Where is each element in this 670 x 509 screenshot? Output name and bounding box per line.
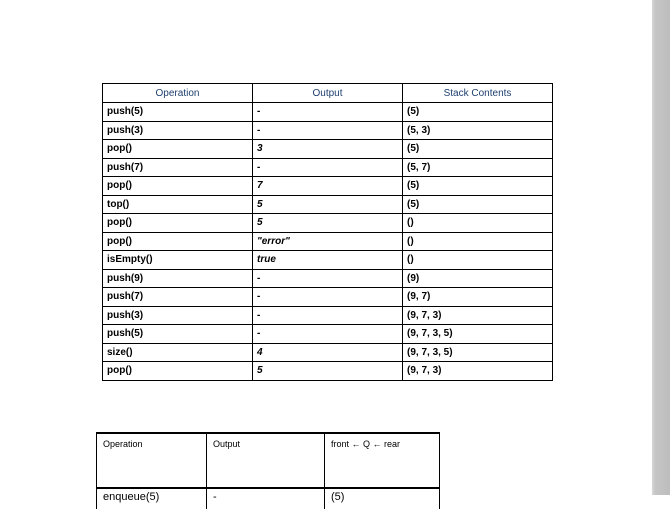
queue-header-operation: Operation bbox=[97, 433, 207, 488]
stack-contents-cell: () bbox=[403, 232, 553, 251]
table-row bbox=[103, 158, 553, 177]
queue-header-output: Output bbox=[207, 433, 325, 488]
stack-contents-cell: (9, 7, 3, 5) bbox=[403, 343, 553, 362]
stack-contents-cell: (5) bbox=[403, 140, 553, 159]
stack-table-body bbox=[103, 103, 553, 381]
operation-cell: pop() bbox=[103, 177, 253, 196]
table-row bbox=[103, 140, 553, 159]
stack-contents-cell: (9, 7, 3) bbox=[403, 362, 553, 381]
table-row bbox=[103, 362, 553, 381]
output-cell: 5 bbox=[253, 214, 403, 233]
stack-contents-cell: () bbox=[403, 214, 553, 233]
table-row bbox=[97, 488, 440, 509]
output-cell: "error" bbox=[253, 232, 403, 251]
operation-cell: push(3) bbox=[103, 121, 253, 140]
table-row bbox=[103, 177, 553, 196]
table-row bbox=[103, 121, 553, 140]
stack-table-header-row bbox=[103, 84, 553, 103]
output-cell: 5 bbox=[253, 362, 403, 381]
output-cell: 7 bbox=[253, 177, 403, 196]
output-cell: true bbox=[253, 251, 403, 270]
operation-cell: push(5) bbox=[103, 103, 253, 122]
output-cell: - bbox=[253, 121, 403, 140]
stack-contents-cell: (5, 3) bbox=[403, 121, 553, 140]
stack-contents-cell: (5) bbox=[403, 195, 553, 214]
viewer-scroll-gutter[interactable] bbox=[652, 0, 670, 495]
column-header-stack-contents: Stack Contents bbox=[403, 84, 553, 103]
operation-cell: push(7) bbox=[103, 288, 253, 307]
stack-contents-cell: (9) bbox=[403, 269, 553, 288]
operation-cell: pop() bbox=[103, 232, 253, 251]
queue-contents-cell: (5) bbox=[325, 488, 440, 509]
operation-cell: push(7) bbox=[103, 158, 253, 177]
output-cell: - bbox=[253, 306, 403, 325]
queue-table-body bbox=[97, 488, 440, 509]
operation-cell: push(9) bbox=[103, 269, 253, 288]
table-row bbox=[103, 306, 553, 325]
table-row bbox=[103, 214, 553, 233]
table-row bbox=[103, 251, 553, 270]
stack-contents-cell: () bbox=[403, 251, 553, 270]
output-cell: - bbox=[253, 103, 403, 122]
table-row bbox=[103, 325, 553, 344]
table-row bbox=[103, 343, 553, 362]
queue-operation-cell: enqueue(5) bbox=[97, 488, 207, 509]
output-cell: - bbox=[253, 269, 403, 288]
column-header-output: Output bbox=[253, 84, 403, 103]
queue-table-header-row bbox=[97, 433, 440, 488]
table-row bbox=[103, 103, 553, 122]
operation-cell: push(3) bbox=[103, 306, 253, 325]
operation-cell: pop() bbox=[103, 140, 253, 159]
operation-cell: push(5) bbox=[103, 325, 253, 344]
queue-header-contents: front ← Q ← rear bbox=[325, 433, 440, 488]
table-row bbox=[103, 288, 553, 307]
column-header-operation: Operation bbox=[103, 84, 253, 103]
table-row bbox=[103, 269, 553, 288]
stack-contents-cell: (9, 7, 3, 5) bbox=[403, 325, 553, 344]
output-cell: - bbox=[253, 325, 403, 344]
queue-output-cell: - bbox=[207, 488, 325, 509]
operation-cell: top() bbox=[103, 195, 253, 214]
operation-cell: size() bbox=[103, 343, 253, 362]
operation-cell: pop() bbox=[103, 214, 253, 233]
operation-cell: isEmpty() bbox=[103, 251, 253, 270]
output-cell: 5 bbox=[253, 195, 403, 214]
output-cell: - bbox=[253, 288, 403, 307]
stack-operations-table bbox=[102, 83, 553, 381]
table-row bbox=[103, 232, 553, 251]
output-cell: 4 bbox=[253, 343, 403, 362]
table-row bbox=[103, 195, 553, 214]
stack-contents-cell: (5) bbox=[403, 177, 553, 196]
stack-contents-cell: (5, 7) bbox=[403, 158, 553, 177]
operation-cell: pop() bbox=[103, 362, 253, 381]
stack-contents-cell: (5) bbox=[403, 103, 553, 122]
stack-contents-cell: (9, 7, 3) bbox=[403, 306, 553, 325]
output-cell: - bbox=[253, 158, 403, 177]
output-cell: 3 bbox=[253, 140, 403, 159]
stack-contents-cell: (9, 7) bbox=[403, 288, 553, 307]
queue-operations-table bbox=[96, 432, 440, 509]
